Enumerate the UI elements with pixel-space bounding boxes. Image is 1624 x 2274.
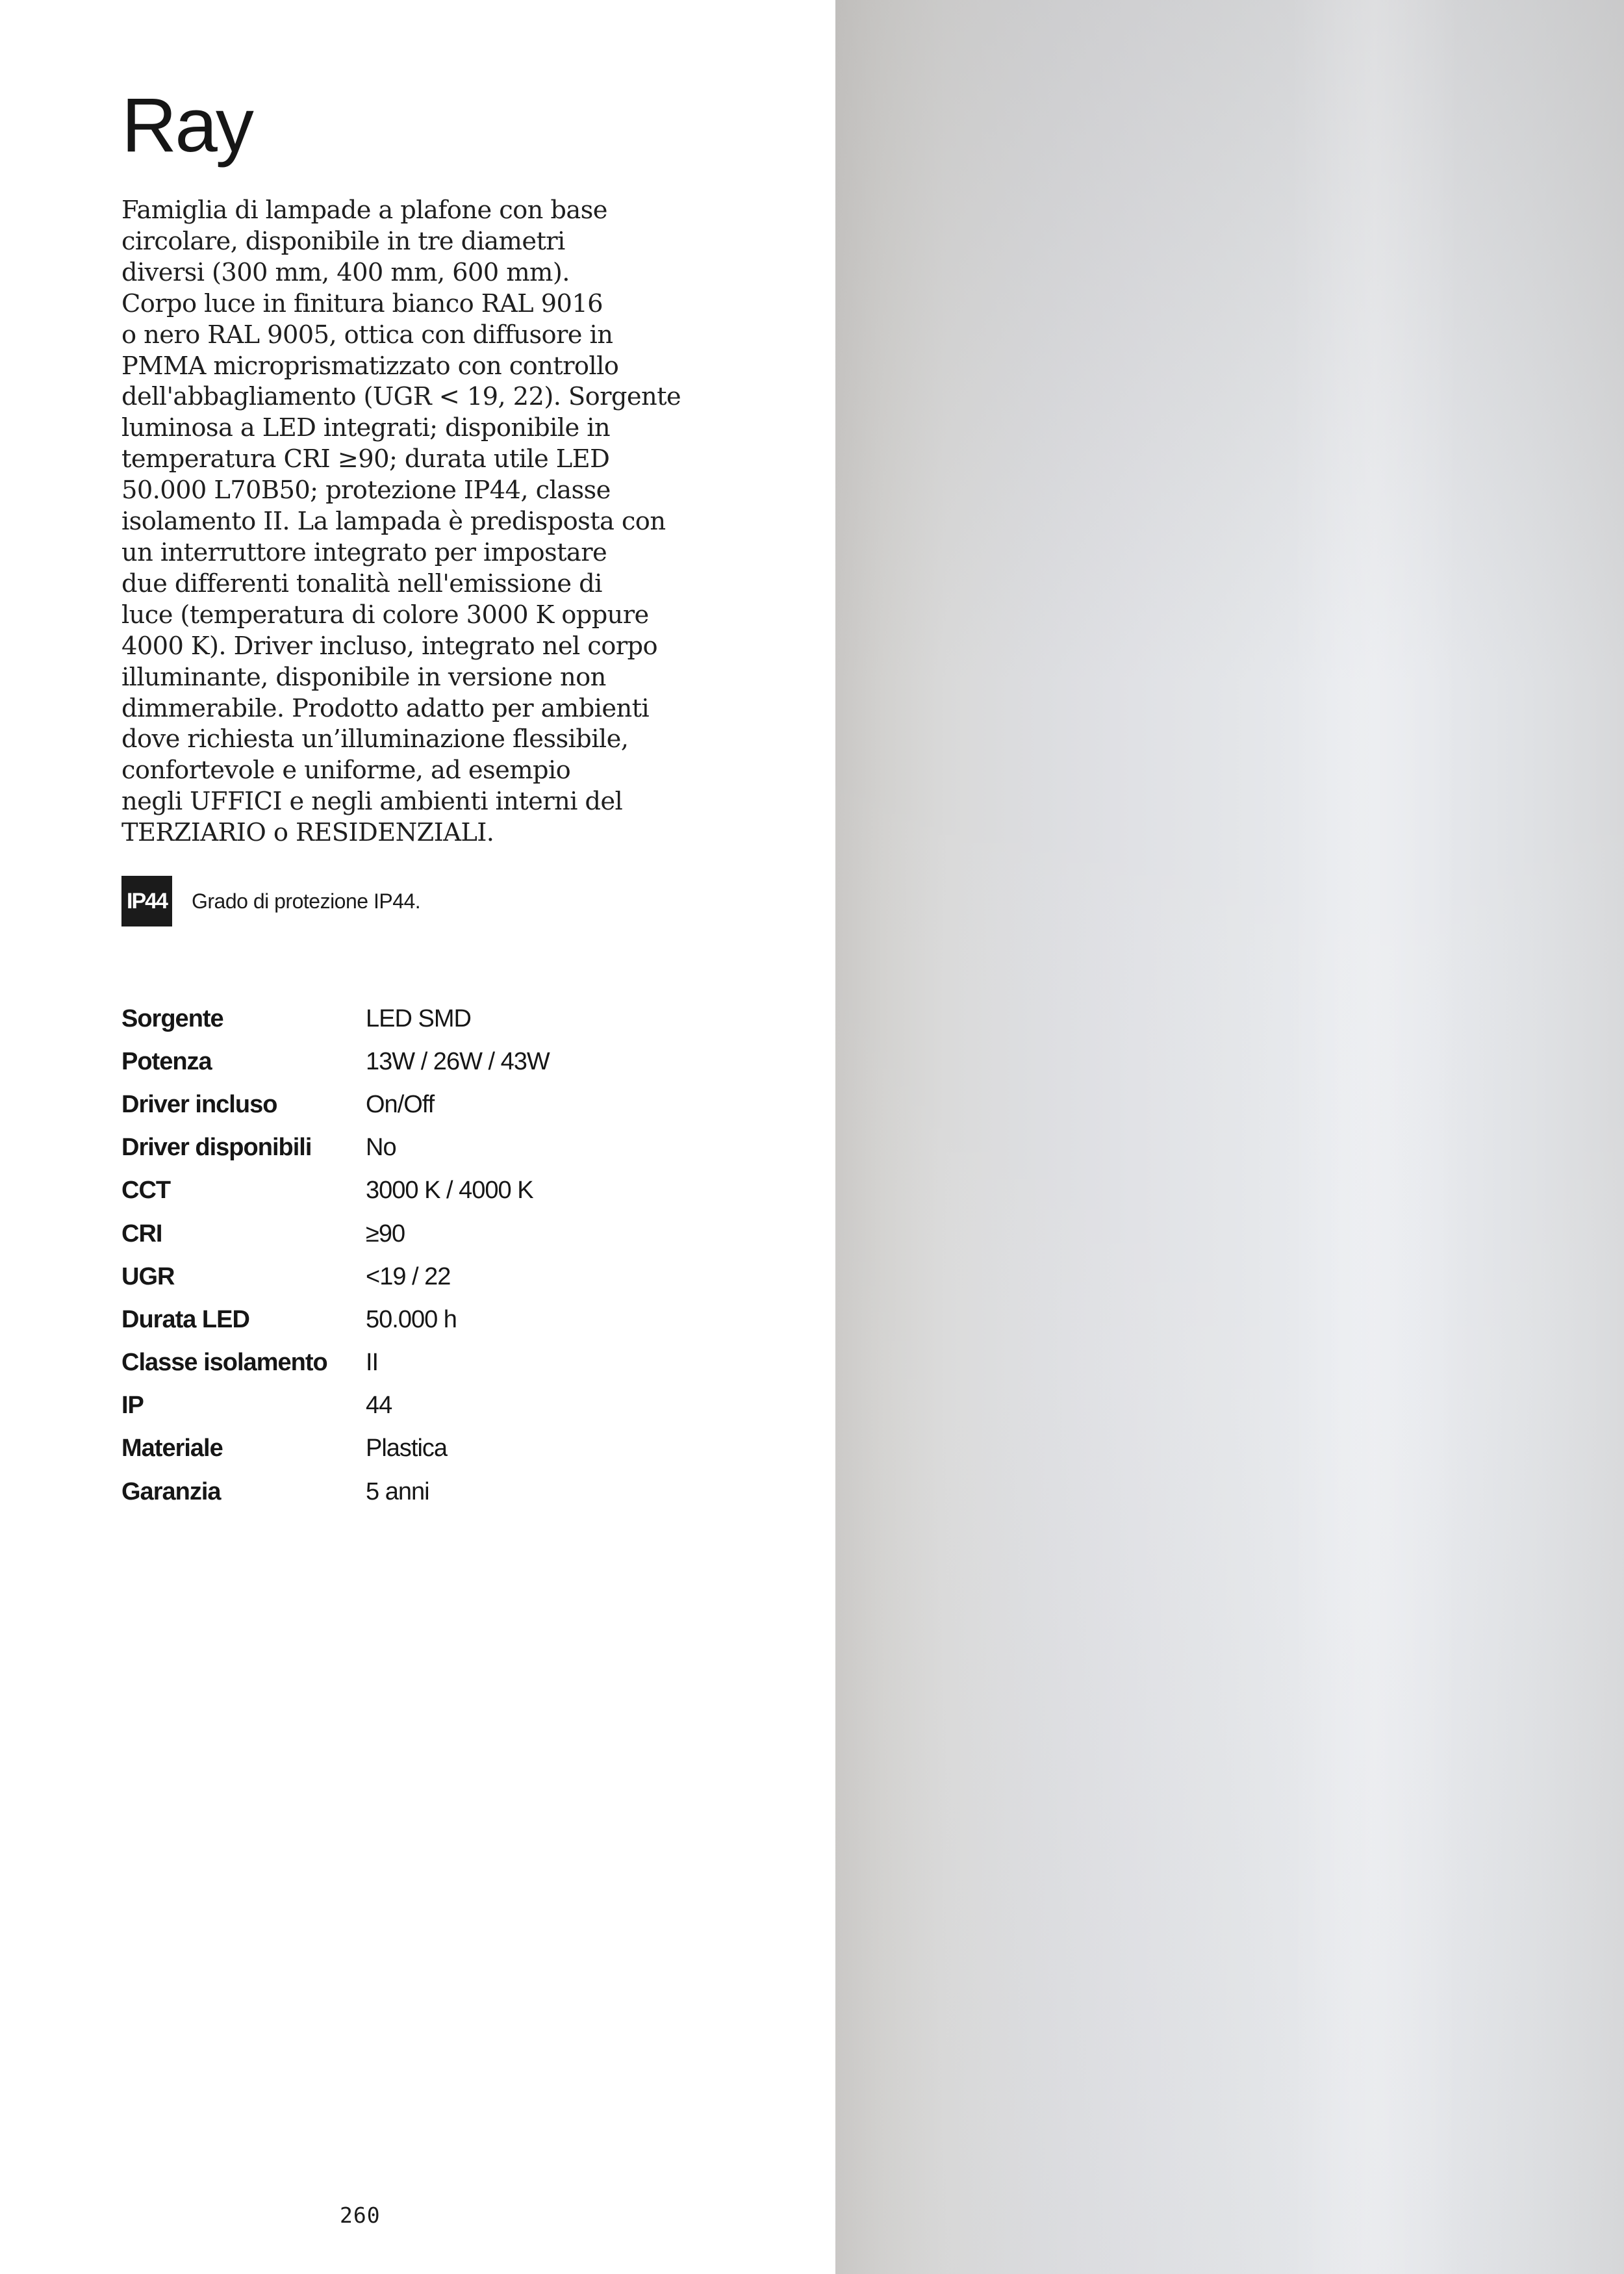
spec-row xyxy=(121,1470,550,1513)
spec-row xyxy=(121,1298,550,1341)
spec-table xyxy=(121,997,550,1513)
spec-label: IP xyxy=(121,1392,144,1420)
spec-value: Plastica xyxy=(366,1435,448,1463)
spec-label: Classe isolamento xyxy=(121,1349,327,1377)
description-line: PMMA microprismatizzato con controllo xyxy=(121,351,619,381)
spec-value: LED SMD xyxy=(366,1004,471,1032)
spec-value: On/Off xyxy=(366,1090,435,1118)
description-line: dove richiesta un’illuminazione flessibile, xyxy=(121,724,629,754)
description-line: luminosa a LED integrati; disponibile in xyxy=(121,413,611,443)
spec-value: 13W / 26W / 43W xyxy=(366,1047,550,1075)
description-line: TERZIARIO o RESIDENZIALI. xyxy=(121,818,494,848)
spec-value: 5 anni xyxy=(366,1477,429,1505)
spec-row xyxy=(121,1169,550,1212)
description-line: Famiglia di lampade a plafone con base xyxy=(121,196,607,225)
description-line: diversi (300 mm, 400 mm, 600 mm). xyxy=(121,257,570,287)
spec-value: 50.000 h xyxy=(366,1305,457,1333)
description-line: isolamento II. La lampada è predisposta con xyxy=(121,507,666,537)
description-line: 4000 K). Driver incluso, integrato nel corpo xyxy=(121,631,657,661)
spec-value: ≥90 xyxy=(366,1220,405,1247)
ip-rating-text: Grado di protezione IP44. xyxy=(192,889,421,913)
description-line: negli UFFICI e negli ambienti interni del xyxy=(121,787,623,817)
spec-value: No xyxy=(366,1134,396,1162)
spec-label: CRI xyxy=(121,1220,162,1247)
ip44-badge-icon xyxy=(121,876,172,926)
spec-row xyxy=(121,1040,550,1083)
description-line: due differenti tonalità nell'emissione di xyxy=(121,568,602,598)
spec-row xyxy=(121,1385,550,1427)
spec-row xyxy=(121,1127,550,1169)
spec-row xyxy=(121,1255,550,1298)
product-description xyxy=(121,195,681,849)
description-line: dimmerabile. Prodotto adatto per ambienti xyxy=(121,693,650,723)
description-line: illuminante, disponibile in versione non xyxy=(121,662,606,692)
spec-value: 3000 K / 4000 K xyxy=(366,1177,533,1205)
spec-value: II xyxy=(366,1349,379,1377)
spec-label: Driver incluso xyxy=(121,1090,277,1118)
spec-label: Driver disponibili xyxy=(121,1134,312,1162)
description-line: o nero RAL 9005, ottica con diffusore in xyxy=(121,320,613,350)
description-line: luce (temperatura di colore 3000 K oppure xyxy=(121,600,649,630)
spec-label: Sorgente xyxy=(121,1004,223,1032)
spec-row xyxy=(121,1212,550,1255)
spec-value: <19 / 22 xyxy=(366,1262,451,1290)
spec-row xyxy=(121,1083,550,1126)
spec-label: Garanzia xyxy=(121,1477,221,1505)
description-line: temperatura CRI ≥90; durata utile LED xyxy=(121,444,610,474)
spec-row xyxy=(121,1342,550,1385)
spec-label: UGR xyxy=(121,1262,175,1290)
product-photo xyxy=(835,0,1624,2274)
product-title: Ray xyxy=(121,83,252,168)
photo-highlight xyxy=(1290,0,1459,2274)
description-line: Corpo luce in finitura bianco RAL 9016 xyxy=(121,288,603,318)
description-line: circolare, disponibile in tre diametri xyxy=(121,226,565,256)
description-line: un interruttore integrato per impostare xyxy=(121,537,607,567)
spec-label: Materiale xyxy=(121,1435,223,1463)
ip-badge-label: IP44 xyxy=(127,888,167,913)
spec-value: 44 xyxy=(366,1392,392,1420)
photo-shading xyxy=(835,0,1624,2274)
ip-rating-row xyxy=(121,876,420,926)
description-line: dell'abbagliamento (UGR < 19, 22). Sorgente xyxy=(121,382,681,412)
description-line: confortevole e uniforme, ad esempio xyxy=(121,756,571,786)
spec-label: Potenza xyxy=(121,1047,212,1075)
spec-label: Durata LED xyxy=(121,1305,249,1333)
page-number: 260 xyxy=(340,2203,381,2228)
description-line: 50.000 L70B50; protezione IP44, classe xyxy=(121,476,611,505)
spec-row xyxy=(121,1427,550,1470)
spec-row xyxy=(121,997,550,1040)
spec-label: CCT xyxy=(121,1177,171,1205)
